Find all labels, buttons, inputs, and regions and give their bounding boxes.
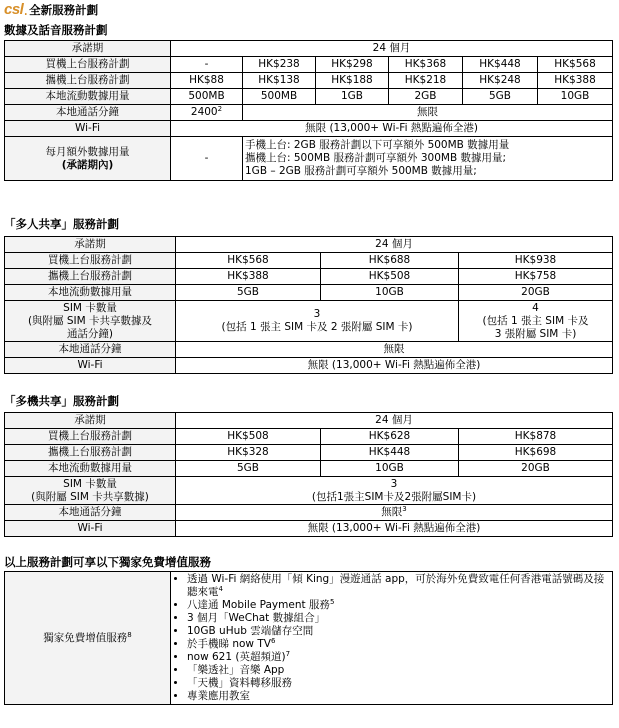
cell: HK$448	[463, 57, 538, 73]
sim-label: SIM 卡數量 (與附屬 SIM 卡共享數據)	[5, 477, 176, 505]
cell: 500MB	[243, 89, 316, 105]
cell: HK$218	[389, 73, 463, 89]
list-item: • 「天機」資料轉移服務	[187, 677, 610, 690]
wifi-value: 無限 (13,000+ Wi-Fi 熱點遍佈全港)	[176, 521, 613, 537]
cell: 5GB	[463, 89, 538, 105]
extra-value: 手機上台: 2GB 服務計劃以下可享額外 500MB 數據用量 攜機上台: 500MB 服務計劃可享額外 300MB 數據用量; 1GB – 2GB 服務計劃可享額外 500MB 數據用量;	[243, 137, 613, 181]
cell: HK$298	[316, 57, 389, 73]
cell: -	[171, 57, 243, 73]
wifi-label: Wi-Fi	[5, 521, 176, 537]
voice-value: 無限$^3$	[176, 505, 613, 521]
commit-row	[5, 41, 613, 57]
cell: HK$938	[459, 253, 613, 269]
table-row	[5, 285, 613, 301]
cell: HK$238	[243, 57, 316, 73]
vas-table	[4, 571, 613, 705]
cell: 10GB	[321, 285, 459, 301]
sim-label: SIM 卡數量 (與附屬 SIM 卡共享數據及 通話分鐘)	[5, 301, 176, 342]
cell: HK$328	[176, 445, 321, 461]
wifi-row	[5, 358, 613, 374]
vas-list	[173, 573, 610, 703]
sim-value-b: 4 (包括 1 張主 SIM 卡及 3 張附屬 SIM 卡)	[459, 301, 613, 342]
wifi-row	[5, 521, 613, 537]
vas-label: 獨家免費增值服務$^8$	[5, 572, 171, 705]
table-row	[5, 269, 613, 285]
cell: HK$628	[321, 429, 459, 445]
cell: 1GB	[316, 89, 389, 105]
wifi-value: 無限 (13,000+ Wi-Fi 熱點遍佈全港)	[171, 121, 613, 137]
cell: HK$138	[243, 73, 316, 89]
list-item: • 10GB uHub 雲端儲存空間	[187, 625, 610, 638]
commit-label: 承諾期	[5, 41, 171, 57]
extra-label: 每月額外數據用量 (承諾期內)	[5, 137, 171, 181]
row-label: 攜機上台服務計劃	[5, 269, 176, 285]
cell: HK$388	[538, 73, 613, 89]
wifi-value: 無限 (13,000+ Wi-Fi 熱點遍佈全港)	[176, 358, 613, 374]
cell: HK$368	[389, 57, 463, 73]
voice-row	[5, 505, 613, 521]
vas-row	[5, 572, 613, 705]
wifi-row	[5, 121, 613, 137]
commit-row	[5, 413, 613, 429]
cell: HK$388	[176, 269, 321, 285]
table-row	[5, 461, 613, 477]
row-label: 本地流動數據用量	[5, 89, 171, 105]
list-item: • 3 個月「WeChat 數據組合」	[187, 612, 610, 625]
list-item: • 於手機睇 now $TV^6$	[187, 638, 610, 651]
cell: 500MB	[171, 89, 243, 105]
voice-value: 無限	[176, 342, 613, 358]
sim-row	[5, 301, 613, 342]
cell: 5GB	[176, 461, 321, 477]
plan2-table	[4, 236, 613, 374]
plan1-table	[4, 40, 613, 181]
vas-list-cell	[171, 572, 613, 705]
voice-row	[5, 105, 613, 121]
cell: 10GB	[538, 89, 613, 105]
commit-value: 24 個月	[176, 237, 613, 253]
wifi-label: Wi-Fi	[5, 121, 171, 137]
commit-value: 24 個月	[171, 41, 613, 57]
table-row	[5, 429, 613, 445]
csl-logo: csl	[4, 1, 24, 18]
cell: HK$188	[316, 73, 389, 89]
page-header	[4, 2, 98, 18]
cell: HK$878	[459, 429, 613, 445]
row-label: 本地流動數據用量	[5, 461, 176, 477]
cell: HK$88	[171, 73, 243, 89]
cell: 20GB	[459, 461, 613, 477]
cell: HK$568	[176, 253, 321, 269]
list-item: • 八達通 Mobile Payment 服務$^5$	[187, 599, 610, 612]
row-label: 買機上台服務計劃	[5, 253, 176, 269]
voice-label: 本地通話分鐘	[5, 505, 176, 521]
voice-label: 本地通話分鐘	[5, 105, 171, 121]
cell: 5GB	[176, 285, 321, 301]
cell: 10GB	[321, 461, 459, 477]
voice-row	[5, 342, 613, 358]
sim-value: 3 (包括1張主SIM卡及2張附屬SIM卡)	[176, 477, 613, 505]
row-label: 本地流動數據用量	[5, 285, 176, 301]
plan3-title: 「多機共享」服務計劃	[4, 394, 119, 408]
sim-value-a: 3 (包括 1 張主 SIM 卡及 2 張附屬 SIM 卡)	[176, 301, 459, 342]
row-label: 攜機上台服務計劃	[5, 445, 176, 461]
page-title: 全新服務計劃	[29, 3, 99, 17]
cell: HK$688	[321, 253, 459, 269]
wifi-label: Wi-Fi	[5, 358, 176, 374]
cell: 20GB	[459, 285, 613, 301]
commit-row	[5, 237, 613, 253]
list-item: • 「樂透社」音樂 App	[187, 664, 610, 677]
cell: HK$448	[321, 445, 459, 461]
commit-label: 承諾期	[5, 413, 176, 429]
cell: HK$698	[459, 445, 613, 461]
row-label: 買機上台服務計劃	[5, 57, 171, 73]
cell: 2GB	[389, 89, 463, 105]
plan1-title: 數據及話音服務計劃	[4, 23, 108, 37]
cell: HK$758	[459, 269, 613, 285]
table-row	[5, 253, 613, 269]
cell: HK$248	[463, 73, 538, 89]
list-item: • 專業應用教室	[187, 690, 610, 703]
commit-label: 承諾期	[5, 237, 176, 253]
voice-label: 本地通話分鐘	[5, 342, 176, 358]
row-label: 攜機上台服務計劃	[5, 73, 171, 89]
cell: HK$508	[321, 269, 459, 285]
logo-dot: .	[23, 1, 29, 19]
table-row	[5, 73, 613, 89]
table-row	[5, 57, 613, 73]
list-item: • now 621 (英超頻道)$^7$	[187, 651, 610, 664]
table-row	[5, 445, 613, 461]
voice-rest: 無限	[243, 105, 613, 121]
extra-data-row	[5, 137, 613, 181]
extra-first: -	[171, 137, 243, 181]
cell: HK$508	[176, 429, 321, 445]
sim-row	[5, 477, 613, 505]
cell: HK$568	[538, 57, 613, 73]
plan3-table	[4, 412, 613, 537]
table-row	[5, 89, 613, 105]
vas-title: 以上服務計劃可享以下獨家免費增值服務	[4, 555, 211, 569]
plan2-title: 「多人共享」服務計劃	[4, 217, 119, 231]
row-label: 買機上台服務計劃	[5, 429, 176, 445]
voice-first: 2400$^2$	[171, 105, 243, 121]
commit-value: 24 個月	[176, 413, 613, 429]
list-item: • 透過 Wi-Fi 網絡使用「傾 King」漫遊通話 app，可於海外免費致電任何香港電話號碼及接聽來電$^4$	[187, 573, 610, 599]
